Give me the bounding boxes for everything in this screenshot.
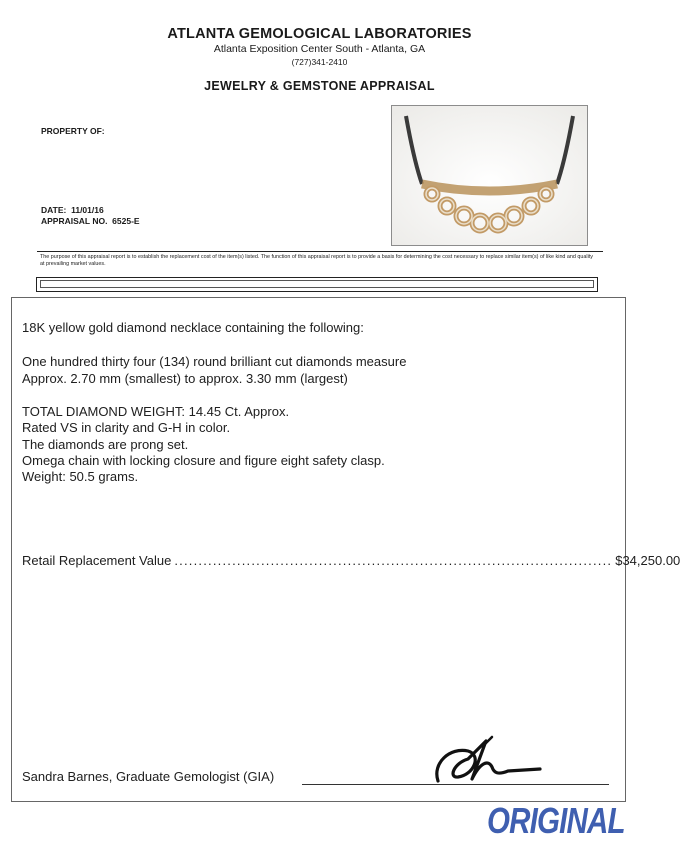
date-value: 11/01/16 (71, 205, 104, 215)
property-of-label: PROPERTY OF: (41, 126, 105, 136)
date-label: DATE: (41, 205, 67, 215)
chain-line: Omega chain with locking closure and figure eight safety clasp. (22, 453, 385, 468)
appraisal-number-line (41, 216, 140, 226)
necklace-photo (391, 105, 588, 246)
date-line (41, 205, 104, 215)
appraisal-label: APPRAISAL NO. (41, 216, 108, 226)
purpose-disclaimer: The purpose of this appraisal report is to establish the replacement cost of the item(s) listed. The function of this appraisal report is to provide a basis for determining the cost necessary to replace similar item(s) of like kind and quality at prevailing market values. (40, 254, 594, 267)
appraisal-number: 6525-E (112, 216, 140, 226)
lab-phone: (727)341-2410 (291, 57, 348, 67)
diamond-count-line: One hundred thirty four (134) round brilliant cut diamonds measure (22, 354, 407, 369)
total-diamond-weight: TOTAL DIAMOND WEIGHT: 14.45 Ct. Approx. (22, 404, 290, 419)
decorative-bar-inner (40, 280, 594, 288)
handwritten-signature-icon (428, 733, 548, 791)
dot-leader: ........................................................................................... (174, 553, 613, 568)
lab-name: ATLANTA GEMOLOGICAL LABORATORIES (167, 26, 472, 42)
document-title: JEWELRY & GEMSTONE APPRAISAL (204, 79, 435, 93)
replacement-value-row (22, 553, 680, 571)
signer-name: Sandra Barnes, Graduate Gemologist (GIA) (22, 769, 275, 784)
setting-line: The diamonds are prong set. (22, 437, 189, 452)
original-stamp: ORIGINAL (487, 800, 625, 841)
item-weight-line: Weight: 50.5 grams. (22, 469, 139, 484)
diamond-size-line: Approx. 2.70 mm (smallest) to approx. 3.30 mm (largest) (22, 371, 348, 386)
item-intro: 18K yellow gold diamond necklace containing the following: (22, 320, 364, 335)
replacement-value-label: Retail Replacement Value (22, 553, 172, 568)
lab-address: Atlanta Exposition Center South - Atlanta, GA (213, 43, 426, 55)
clarity-color-line: Rated VS in clarity and G-H in color. (22, 420, 231, 435)
replacement-value-amount: $34,250.00 (615, 553, 680, 568)
divider-rule (37, 251, 603, 252)
diamond-necklace-icon (392, 106, 587, 245)
